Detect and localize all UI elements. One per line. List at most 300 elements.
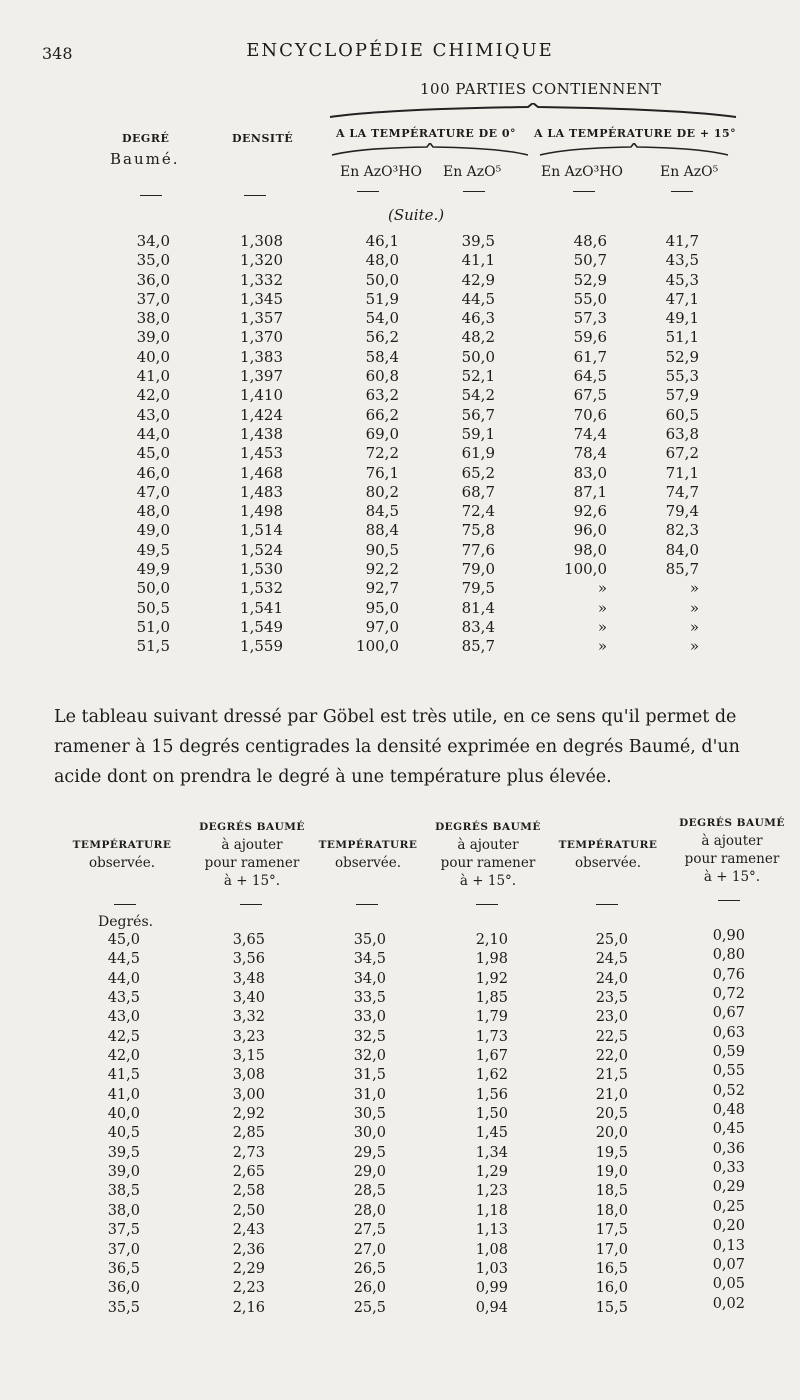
table1-cell: 79,4 bbox=[665, 502, 699, 521]
table2-cell: 38,5 bbox=[107, 1183, 140, 1200]
table1-cell: 98,0 bbox=[573, 540, 607, 559]
table2-cell: 0,76 bbox=[712, 966, 745, 983]
table2-cell: 26,5 bbox=[353, 1260, 386, 1277]
running-head: ENCYCLOPÉDIE CHIMIQUE bbox=[246, 40, 554, 61]
table2-cell: 1,23 bbox=[475, 1183, 508, 1200]
table2-cell: 40,5 bbox=[107, 1125, 140, 1142]
table1-row bbox=[0, 386, 800, 405]
table2-cell: 22,0 bbox=[595, 1048, 628, 1065]
table1-cell: 1,410 bbox=[240, 386, 283, 405]
table1-cell: 51,1 bbox=[665, 328, 699, 347]
paragraph-line: Le tableau suivant dressé par Göbel est très utile, en ce sens qu'il permet de bbox=[54, 707, 737, 727]
table1-cell: 1,524 bbox=[240, 540, 283, 559]
table2-cell: 0,25 bbox=[712, 1198, 745, 1215]
table1-cell: 88,4 bbox=[365, 521, 399, 540]
table1-cell: 43,0 bbox=[136, 405, 170, 424]
table2-cell: 17,5 bbox=[595, 1222, 628, 1239]
page-number: 348 bbox=[42, 44, 73, 63]
table1-cell: 83,0 bbox=[573, 463, 607, 482]
table2-cell: 2,10 bbox=[475, 932, 508, 948]
table2-cell: 18,5 bbox=[595, 1183, 628, 1200]
table2-cell: 0,02 bbox=[712, 1295, 745, 1312]
table2-row bbox=[0, 1295, 800, 1319]
table1-cell: » bbox=[597, 637, 607, 656]
table2-cell: 0,33 bbox=[712, 1160, 745, 1177]
table1-row bbox=[0, 232, 800, 251]
table2-cell: 1,56 bbox=[475, 1086, 508, 1103]
table1-cell: 68,7 bbox=[461, 482, 495, 501]
table1-cell: 51,9 bbox=[365, 289, 399, 308]
table2-dash bbox=[114, 904, 136, 905]
table1-cell: 51,5 bbox=[136, 637, 170, 656]
table1-cell: 47,1 bbox=[665, 289, 699, 308]
table1-cell: 87,1 bbox=[573, 482, 607, 501]
table1-sub-azo3ho-a: En AzO³HO bbox=[340, 164, 422, 180]
table2-cell: 20,5 bbox=[595, 1106, 628, 1123]
table2-cell: 2,85 bbox=[232, 1125, 265, 1142]
table2-cell: 1,62 bbox=[475, 1067, 508, 1084]
table2-cell: 29,5 bbox=[353, 1144, 386, 1161]
table1-cell: 65,2 bbox=[461, 463, 495, 482]
table1-row bbox=[0, 521, 800, 540]
table1-cell: 35,0 bbox=[136, 251, 170, 270]
table2-cell: 2,65 bbox=[232, 1164, 265, 1181]
table1-sub-azo3ho-b: En AzO³HO bbox=[541, 164, 623, 180]
table1-cell: 52,9 bbox=[665, 347, 699, 366]
table1-row bbox=[0, 560, 800, 579]
table2-col-deg-1: DEGRÉS BAUMÉ à ajouter pour ramener à + 15°. bbox=[199, 821, 305, 889]
table1-row bbox=[0, 328, 800, 347]
table2-col-temp-2: TEMPÉRATURE observée. bbox=[318, 839, 418, 871]
table1-cell: 1,530 bbox=[240, 560, 283, 579]
table1-cell: 83,4 bbox=[461, 617, 495, 636]
table1-cell: 79,0 bbox=[461, 560, 495, 579]
table1-cell: 39,0 bbox=[136, 328, 170, 347]
table1-temp15-brace bbox=[538, 143, 730, 157]
table1-row bbox=[0, 599, 800, 618]
table1-col-densite: DENSITÉ bbox=[232, 132, 294, 145]
table2-cell: 1,45 bbox=[475, 1125, 508, 1142]
table2-row bbox=[0, 1005, 800, 1028]
table1-cell: 70,6 bbox=[573, 405, 607, 424]
table2-cell: 34,5 bbox=[353, 951, 386, 968]
table1-cell: 50,0 bbox=[461, 347, 495, 366]
table1-row bbox=[0, 367, 800, 386]
table1-cell: 66,2 bbox=[365, 405, 399, 424]
table2-cell: 3,56 bbox=[232, 951, 265, 968]
table1-cell: 48,0 bbox=[136, 502, 170, 521]
table1-cell: 45,0 bbox=[136, 444, 170, 463]
table1-cell: » bbox=[689, 617, 699, 636]
table1-cell: 34,0 bbox=[136, 232, 170, 250]
table1-cell: 81,4 bbox=[461, 598, 495, 617]
table1-cell: 85,7 bbox=[461, 637, 495, 656]
table2-cell: 36,5 bbox=[107, 1260, 140, 1277]
table2-cell: 0,13 bbox=[712, 1237, 745, 1254]
table1-cell: 41,7 bbox=[665, 232, 699, 250]
table1-cell: 61,7 bbox=[573, 347, 607, 366]
table2-cell: 0,45 bbox=[712, 1121, 745, 1138]
table2-cell: 0,07 bbox=[712, 1256, 745, 1273]
table1-cell: 90,5 bbox=[365, 540, 399, 559]
table2-cell: 30,0 bbox=[353, 1125, 386, 1142]
table1-row bbox=[0, 618, 800, 637]
table2-cell: 21,5 bbox=[595, 1067, 628, 1084]
table1-cell: 48,2 bbox=[461, 328, 495, 347]
table1-cell: 60,8 bbox=[365, 367, 399, 386]
table1-group-brace bbox=[328, 103, 738, 119]
table2-cell: 3,15 bbox=[232, 1048, 265, 1065]
table2-cell: 2,23 bbox=[232, 1280, 265, 1297]
table1-cell: 63,2 bbox=[365, 386, 399, 405]
table2-row bbox=[0, 947, 800, 970]
table1-sub-azo5-a: En AzO⁵ bbox=[443, 164, 502, 180]
table2-cell: 0,29 bbox=[712, 1179, 745, 1196]
table1-cell: » bbox=[689, 598, 699, 617]
table1-cell: 96,0 bbox=[573, 521, 607, 540]
table2-cell: 31,5 bbox=[353, 1067, 386, 1084]
table2-col-deg-2: DEGRÉS BAUMÉ à ajouter pour ramener à + 15°. bbox=[435, 821, 541, 889]
table2-cell: 43,0 bbox=[107, 1009, 140, 1026]
table2-cell: 16,0 bbox=[595, 1280, 628, 1297]
table2-cell: 2,73 bbox=[232, 1144, 265, 1161]
table2-cell: 0,05 bbox=[712, 1276, 745, 1293]
table2-cell: 2,29 bbox=[232, 1260, 265, 1277]
table1-cell: 92,2 bbox=[365, 560, 399, 579]
table2-cell: 20,0 bbox=[595, 1125, 628, 1142]
table2-cell: 1,98 bbox=[475, 951, 508, 968]
table1-dash bbox=[671, 191, 693, 192]
table2-cell: 42,0 bbox=[107, 1048, 140, 1065]
table1-dash bbox=[244, 195, 266, 196]
table1-cell: » bbox=[689, 637, 699, 656]
table1-cell: 1,514 bbox=[240, 521, 283, 540]
table2-cell: 33,5 bbox=[353, 990, 386, 1007]
table1-cell: 100,0 bbox=[564, 560, 607, 579]
table2-row bbox=[0, 1063, 800, 1086]
table1-cell: 59,6 bbox=[573, 328, 607, 347]
body-paragraph bbox=[54, 702, 784, 792]
table2-cell: 2,58 bbox=[232, 1183, 265, 1200]
table1-row bbox=[0, 309, 800, 328]
table2-cell: 30,5 bbox=[353, 1106, 386, 1123]
table1-cell: 84,5 bbox=[365, 502, 399, 521]
table2-cell: 43,5 bbox=[107, 990, 140, 1007]
table2-row bbox=[0, 1256, 800, 1280]
table2-cell: 24,0 bbox=[595, 970, 628, 987]
table1-cell: 1,498 bbox=[240, 502, 283, 521]
table2-unit-label: Degrés. bbox=[98, 914, 154, 930]
table2-cell: 1,67 bbox=[475, 1048, 508, 1065]
table2-cell: 17,0 bbox=[595, 1241, 628, 1258]
table2-cell: 26,0 bbox=[353, 1280, 386, 1297]
table1-cell: 50,7 bbox=[573, 251, 607, 270]
table2-cell: 25,0 bbox=[595, 932, 628, 948]
table2-cell: 37,5 bbox=[107, 1222, 140, 1239]
table1-cell: 57,3 bbox=[573, 309, 607, 328]
table1-cell: 72,2 bbox=[365, 444, 399, 463]
table1-cell: 48,0 bbox=[365, 251, 399, 270]
table1-cell: 1,532 bbox=[240, 579, 283, 598]
table1-cell: 41,1 bbox=[461, 251, 495, 270]
table2-cell: 0,72 bbox=[712, 986, 745, 1003]
table1-cell: 92,7 bbox=[365, 579, 399, 598]
table2-cell: 15,5 bbox=[595, 1299, 628, 1316]
table1-cell: » bbox=[689, 579, 699, 598]
table2-cell: 36,0 bbox=[107, 1280, 140, 1297]
table2-cell: 22,5 bbox=[595, 1028, 628, 1045]
table2-col-temp-3: TEMPÉRATURE observée. bbox=[558, 839, 658, 871]
table1-cell: 72,4 bbox=[461, 502, 495, 521]
table2-cell: 3,32 bbox=[232, 1009, 265, 1026]
table2-dash bbox=[240, 904, 262, 905]
table1-cell: 67,2 bbox=[665, 444, 699, 463]
table2-cell: 21,0 bbox=[595, 1086, 628, 1103]
table2-dash bbox=[476, 904, 498, 905]
table2-row bbox=[0, 1044, 800, 1067]
table2-cell: 1,18 bbox=[475, 1202, 508, 1219]
table2-cell: 0,36 bbox=[712, 1140, 745, 1157]
table1-cell: 56,2 bbox=[365, 328, 399, 347]
table2-row bbox=[0, 1237, 800, 1261]
table2-dash bbox=[596, 904, 618, 905]
table2-cell: 3,48 bbox=[232, 970, 265, 987]
table2-cell: 1,85 bbox=[475, 990, 508, 1007]
table1-cell: 38,0 bbox=[136, 309, 170, 328]
table1-row bbox=[0, 348, 800, 367]
table1-cell: 40,0 bbox=[136, 347, 170, 366]
table1-cell: 39,5 bbox=[461, 232, 495, 250]
table2-cell: 2,43 bbox=[232, 1222, 265, 1239]
table2-cell: 1,03 bbox=[475, 1260, 508, 1277]
table1-cell: 64,5 bbox=[573, 367, 607, 386]
table1-cell: 63,8 bbox=[665, 424, 699, 443]
table2-cell: 28,5 bbox=[353, 1183, 386, 1200]
table1-row bbox=[0, 637, 800, 656]
table1-cell: 55,0 bbox=[573, 289, 607, 308]
table2-cell: 23,5 bbox=[595, 990, 628, 1007]
table2-row bbox=[0, 1276, 800, 1299]
table2-cell: 16,5 bbox=[595, 1260, 628, 1277]
table1-row bbox=[0, 444, 800, 463]
table2-cell: 44,0 bbox=[107, 970, 140, 987]
table2-cell: 3,65 bbox=[232, 932, 265, 948]
table2-cell: 1,34 bbox=[475, 1144, 508, 1161]
table1-cell: 50,0 bbox=[136, 579, 170, 598]
table2-cell: 38,0 bbox=[107, 1202, 140, 1219]
table1-row bbox=[0, 271, 800, 290]
table2-cell: 0,94 bbox=[475, 1299, 508, 1316]
table2-cell: 39,0 bbox=[107, 1164, 140, 1181]
table1-cell: 80,2 bbox=[365, 482, 399, 501]
table2-cell: 1,13 bbox=[475, 1222, 508, 1239]
table1-cell: 44,5 bbox=[461, 289, 495, 308]
table2-row bbox=[0, 1102, 800, 1125]
table2-row bbox=[0, 928, 800, 951]
table1-cell: 84,0 bbox=[665, 540, 699, 559]
table2-cell: 2,36 bbox=[232, 1241, 265, 1258]
table1-cell: » bbox=[597, 579, 607, 598]
table1-temp0-brace bbox=[330, 143, 530, 157]
table1-cell: 43,5 bbox=[665, 251, 699, 270]
table1-cell: 55,3 bbox=[665, 367, 699, 386]
table2-cell: 33,0 bbox=[353, 1009, 386, 1026]
table1-row bbox=[0, 251, 800, 270]
table2-cell: 35,0 bbox=[353, 932, 386, 948]
paragraph-line: ramener à 15 degrés centigrades la densité exprimée en degrés Baumé, d'un bbox=[54, 737, 740, 757]
table2-cell: 34,0 bbox=[353, 970, 386, 987]
table1-cell: 1,549 bbox=[240, 617, 283, 636]
table2-cell: 27,5 bbox=[353, 1222, 386, 1239]
table1-cell: 56,7 bbox=[461, 405, 495, 424]
table2-cell: 29,0 bbox=[353, 1164, 386, 1181]
table2-cell: 18,0 bbox=[595, 1202, 628, 1219]
table1-cell: 46,1 bbox=[365, 232, 399, 250]
table2-cell: 3,23 bbox=[232, 1028, 265, 1045]
table2-cell: 0,52 bbox=[712, 1082, 745, 1099]
table2-cell: 45,0 bbox=[107, 932, 140, 948]
table1-cell: 47,0 bbox=[136, 482, 170, 501]
table2-dash bbox=[718, 900, 740, 901]
table1-cell: 51,0 bbox=[136, 617, 170, 636]
table2-cell: 3,08 bbox=[232, 1067, 265, 1084]
table1-cell: 77,6 bbox=[461, 540, 495, 559]
table1-row bbox=[0, 464, 800, 483]
table1-dash bbox=[140, 195, 162, 196]
table1-cell: » bbox=[597, 617, 607, 636]
table1-cell: 41,0 bbox=[136, 367, 170, 386]
table2-row bbox=[0, 1121, 800, 1144]
table1-cell: 1,424 bbox=[240, 405, 283, 424]
table1-row bbox=[0, 502, 800, 521]
table1-cell: 50,0 bbox=[365, 270, 399, 289]
table1-cell: 49,5 bbox=[136, 540, 170, 559]
table1-cell: 1,468 bbox=[240, 463, 283, 482]
table1-col-temp0: A LA TEMPÉRATURE DE 0° bbox=[336, 127, 516, 140]
table2-row bbox=[0, 1198, 800, 1222]
table1-row bbox=[0, 541, 800, 560]
table1-cell: 1,483 bbox=[240, 482, 283, 501]
table2-cell: 1,08 bbox=[475, 1241, 508, 1258]
table2-cell: 1,73 bbox=[475, 1028, 508, 1045]
table2-body bbox=[0, 928, 800, 1319]
table2-cell: 35,5 bbox=[107, 1299, 140, 1316]
table2-row bbox=[0, 1160, 800, 1183]
table1-cell: 1,383 bbox=[240, 347, 283, 366]
table2-cell: 0,63 bbox=[712, 1024, 745, 1041]
table1-row bbox=[0, 483, 800, 502]
table2-cell: 2,16 bbox=[232, 1299, 265, 1316]
table1-cell: 61,9 bbox=[461, 444, 495, 463]
table1-dash bbox=[573, 191, 595, 192]
table1-cell: 1,397 bbox=[240, 367, 283, 386]
table1-suite-label: (Suite.) bbox=[388, 206, 445, 224]
table1-cell: 54,2 bbox=[461, 386, 495, 405]
table2-cell: 23,0 bbox=[595, 1009, 628, 1026]
table1-cell: 45,3 bbox=[665, 270, 699, 289]
table2-cell: 41,0 bbox=[107, 1086, 140, 1103]
table1-cell: 36,0 bbox=[136, 270, 170, 289]
table1-cell: » bbox=[597, 598, 607, 617]
table1-cell: 97,0 bbox=[365, 617, 399, 636]
table2-cell: 19,5 bbox=[595, 1144, 628, 1161]
table1-body bbox=[0, 232, 800, 657]
table2-cell: 0,99 bbox=[475, 1280, 508, 1297]
table2-row bbox=[0, 1140, 800, 1164]
table1-cell: 1,541 bbox=[240, 598, 283, 617]
table2-cell: 3,40 bbox=[232, 990, 265, 1007]
table1-cell: 44,0 bbox=[136, 424, 170, 443]
table1-cell: 54,0 bbox=[365, 309, 399, 328]
table1-cell: 1,308 bbox=[240, 232, 283, 250]
table2-cell: 0,80 bbox=[712, 947, 745, 964]
table2-cell: 1,50 bbox=[475, 1106, 508, 1123]
table2-cell: 3,00 bbox=[232, 1086, 265, 1103]
table1-group-header: 100 PARTIES CONTIENNENT bbox=[420, 80, 662, 98]
table2-cell: 2,92 bbox=[232, 1106, 265, 1123]
table1-cell: 1,559 bbox=[240, 637, 283, 656]
table1-col-temp15: A LA TEMPÉRATURE DE + 15° bbox=[534, 127, 737, 140]
table1-cell: 92,6 bbox=[573, 502, 607, 521]
table2-dash bbox=[356, 904, 378, 905]
table1-cell: 1,438 bbox=[240, 424, 283, 443]
table2-cell: 1,79 bbox=[475, 1009, 508, 1026]
table1-cell: 67,5 bbox=[573, 386, 607, 405]
table2-cell: 27,0 bbox=[353, 1241, 386, 1258]
table1-col-baume: Baumé. bbox=[110, 150, 180, 168]
table2-cell: 2,50 bbox=[232, 1202, 265, 1219]
table1-col-degre: DEGRÉ bbox=[122, 132, 170, 145]
table1-cell: 1,357 bbox=[240, 309, 283, 328]
table2-row bbox=[0, 966, 800, 990]
table2-cell: 0,59 bbox=[712, 1044, 745, 1061]
table1-cell: 78,4 bbox=[573, 444, 607, 463]
table2-cell: 25,5 bbox=[353, 1299, 386, 1316]
table1-cell: 1,320 bbox=[240, 251, 283, 270]
table1-cell: 60,5 bbox=[665, 405, 699, 424]
table1-cell: 76,1 bbox=[365, 463, 399, 482]
table2-cell: 32,0 bbox=[353, 1048, 386, 1065]
table1-cell: 52,9 bbox=[573, 270, 607, 289]
table2-row bbox=[0, 1179, 800, 1202]
table2-row bbox=[0, 1024, 800, 1048]
table1-cell: 1,370 bbox=[240, 328, 283, 347]
table2-cell: 19,0 bbox=[595, 1164, 628, 1181]
table1-cell: 57,9 bbox=[665, 386, 699, 405]
table1-cell: 52,1 bbox=[461, 367, 495, 386]
table1-sub-azo5-b: En AzO⁵ bbox=[660, 164, 719, 180]
table2-cell: 1,92 bbox=[475, 970, 508, 987]
table2-cell: 0,55 bbox=[712, 1063, 745, 1080]
paragraph-line: acide dont on prendra le degré à une température plus élevée. bbox=[54, 767, 612, 787]
table1-cell: 59,1 bbox=[461, 424, 495, 443]
table1-row bbox=[0, 290, 800, 309]
table1-cell: 49,1 bbox=[665, 309, 699, 328]
table2-cell: 1,29 bbox=[475, 1164, 508, 1181]
table2-cell: 37,0 bbox=[107, 1241, 140, 1258]
table1-cell: 71,1 bbox=[665, 463, 699, 482]
table1-cell: 74,4 bbox=[573, 424, 607, 443]
table2-cell: 41,5 bbox=[107, 1067, 140, 1084]
table1-cell: 58,4 bbox=[365, 347, 399, 366]
table1-cell: 1,453 bbox=[240, 444, 283, 463]
table2-cell: 0,67 bbox=[712, 1005, 745, 1022]
table1-cell: 100,0 bbox=[356, 637, 399, 656]
table1-cell: 82,3 bbox=[665, 521, 699, 540]
table2-cell: 0,90 bbox=[712, 928, 745, 944]
table1-row bbox=[0, 579, 800, 598]
table2-cell: 40,0 bbox=[107, 1106, 140, 1123]
